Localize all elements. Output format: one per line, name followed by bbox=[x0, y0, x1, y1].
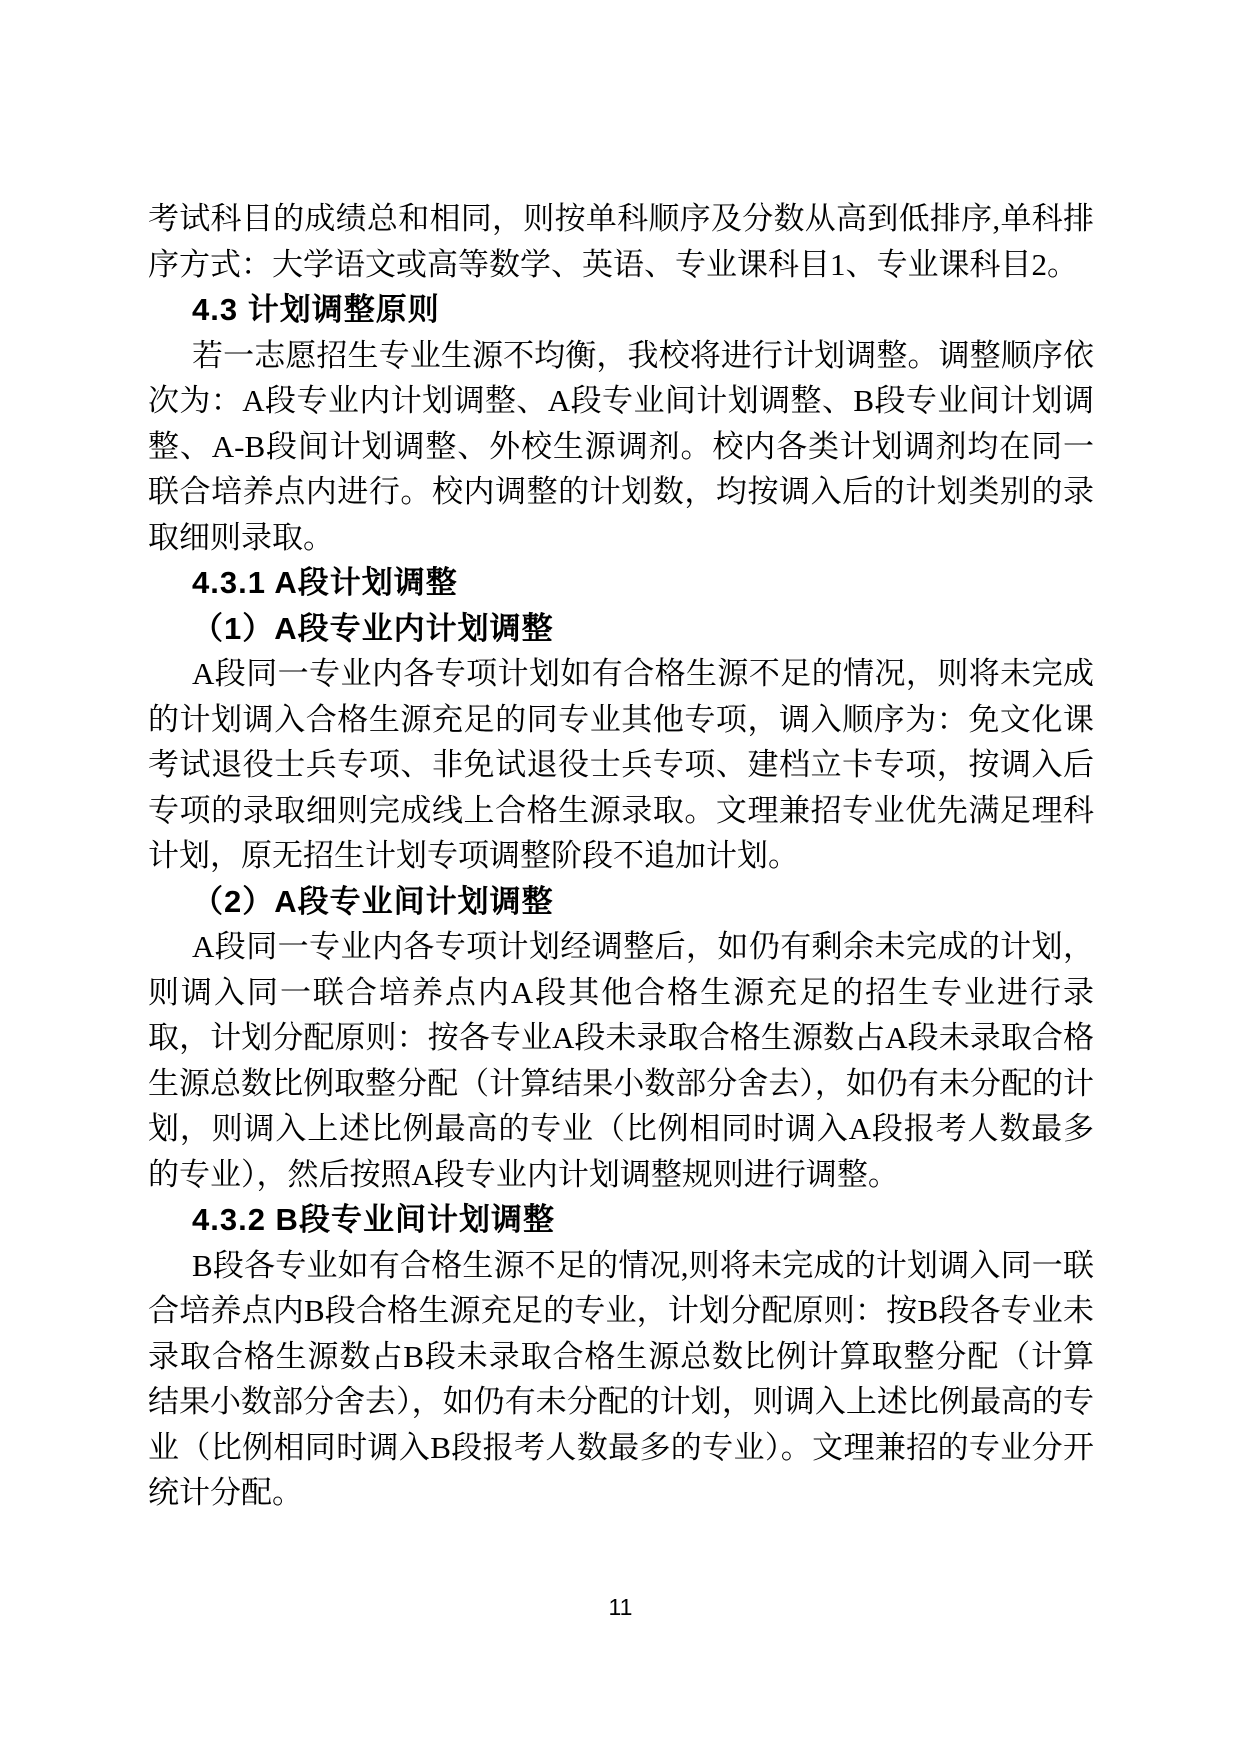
heading-4-3-1-segment-a-plan-adjustment: 4.3.1 A段计划调整 bbox=[192, 565, 458, 600]
paragraph-segment-a-intra-major: A段同一专业内各专项计划如有合格生源不足的情况，则将未完成的计划调入合格生源充足的同专业其他专项，调入顺序为：免文化课考试退役士兵专项、非免试退役士兵专项、建档立卡专项，按调入后专项的录取细则完成线上合格生源录取。文理兼招专业优先满足理科计划，原无招生计划专项调整阶段不追加计划。 bbox=[148, 656, 1094, 873]
paragraph-segment-b-inter-major: B段各专业如有合格生源不足的情况,则将未完成的计划调入同一联合培养点内B段合格生源充足的专业，计划分配原则：按B段各专业未录取合格生源数占B段未录取合格生源总数比例计算取整分配（计算结果小数部分舍去），如仍有未分配的计划，则调入上述比例最高的专业（比例相同时调入B段报考人数最多的专业）。文理兼招的专业分开统计分配。 bbox=[148, 1247, 1094, 1510]
page-number: 11 bbox=[608, 1594, 633, 1620]
heading-item-2-segment-a-inter-major: （2）A段专业间计划调整 bbox=[192, 883, 554, 919]
paragraph-segment-a-inter-major: A段同一专业内各专项计划经调整后，如仍有剩余未完成的计划，则调入同一联合培养点内A段其他合格生源充足的招生专业进行录取，计划分配原则：按各专业A段未录取合格生源数占A段未录取合格生源总数比例取整分配（计算结果小数部分舍去），如仍有未分配的计划，则调入上述比例最高的专业（比例相同时调入A段报考人数最多的专业），然后按照A段专业内计划调整规则进行调整。 bbox=[148, 929, 1094, 1192]
heading-4-3-2-segment-b-inter-major: 4.3.2 B段专业间计划调整 bbox=[192, 1202, 555, 1237]
document-content bbox=[148, 196, 1094, 1516]
paragraph-adjustment-order: 若一志愿招生专业生源不均衡，我校将进行计划调整。调整顺序依次为：A段专业内计划调整、A段专业间计划调整、B段专业间计划调整、A-B段间计划调整、外校生源调剂。校内各类计划调剂均在同一联合培养点内进行。校内调整的计划数，均按调入后的计划类别的录取细则录取。 bbox=[148, 337, 1094, 555]
page-footer bbox=[0, 1594, 1241, 1621]
paragraph-exam-subjects-continuation: 考试科目的成绩总和相同，则按单科顺序及分数从高到低排序,单科排序方式：大学语文或高等数学、英语、专业课科目1、专业课科目2。 bbox=[148, 201, 1094, 282]
heading-4-3-plan-adjustment-principles: 4.3 计划调整原则 bbox=[192, 292, 440, 327]
heading-item-1-segment-a-intra-major: （1）A段专业内计划调整 bbox=[192, 610, 554, 646]
